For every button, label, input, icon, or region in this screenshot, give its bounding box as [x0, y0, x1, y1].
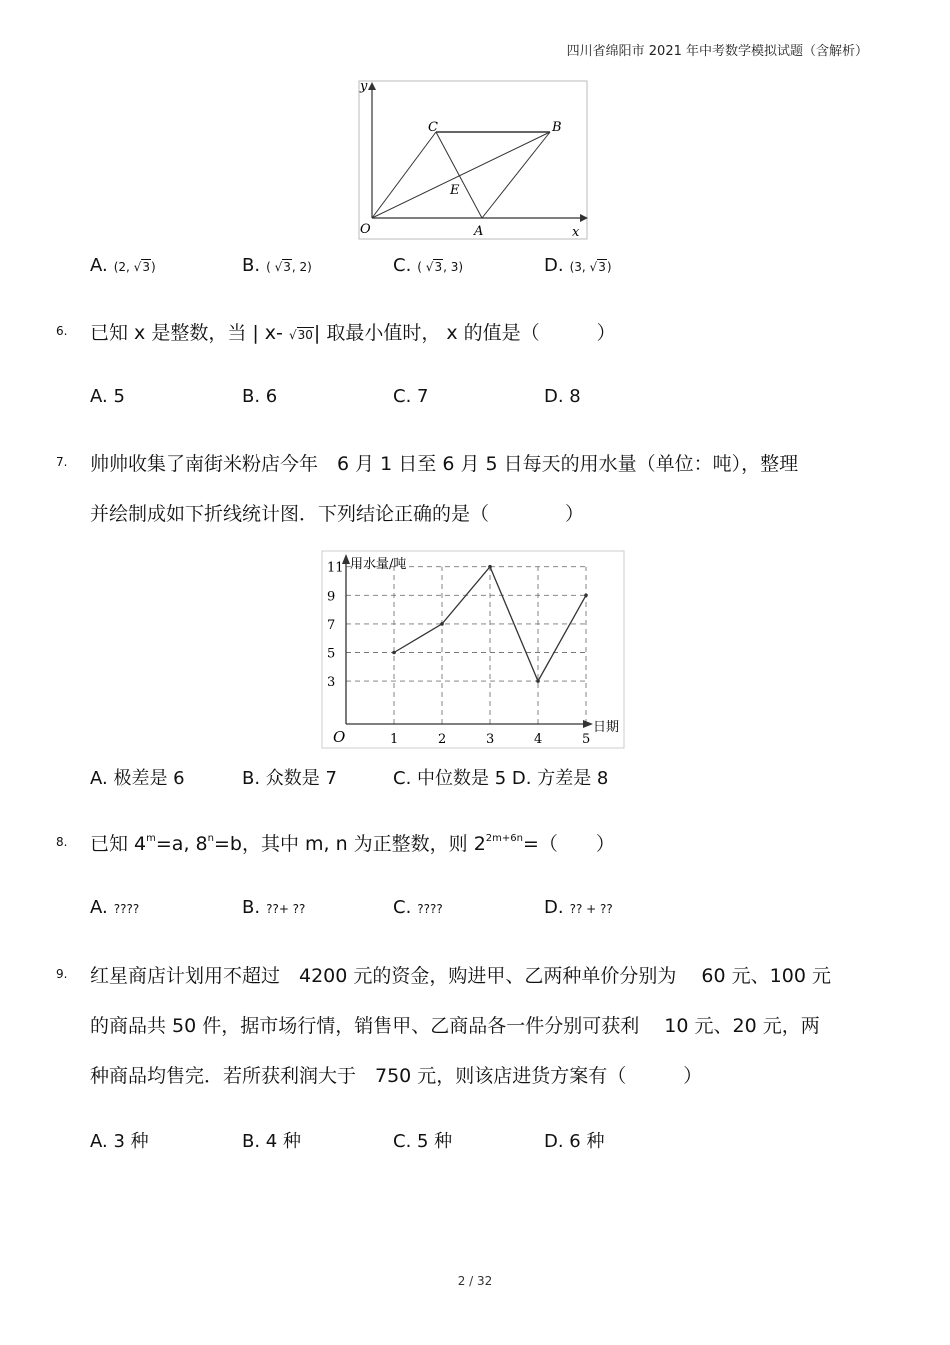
option-root: 3 [142, 260, 150, 274]
q8-option-d [544, 897, 613, 918]
option-text: (2, [113, 260, 134, 274]
chart-origin-label: O [333, 728, 346, 746]
q6-text: 已知 x 是整数，当 | x- √30| 取最小值时， x 的值是（ ） [90, 322, 616, 344]
q7-line-1: 帅帅收集了南街米粉店今年 6 月 1 日至 6 月 5 日每天的用水量（单位：吨），整理 [90, 453, 799, 475]
q8-option-a [90, 897, 139, 918]
q8-text-c: =b，其中 m, n 为正整数，则 2 [213, 833, 486, 855]
q9-number: 9. [56, 967, 68, 981]
q6-option-d: D. 8 [544, 386, 581, 407]
chart-data-point [584, 594, 588, 598]
option-root: 3 [283, 260, 291, 274]
chart-y-axis-title: 用水量/吨 [350, 557, 407, 572]
option-label: D. [544, 255, 564, 276]
chart-data-point [440, 622, 444, 626]
option-value: ???? [113, 902, 140, 916]
chart-data-point [392, 651, 396, 655]
q8-sup-exp: 2m+6n [485, 833, 523, 844]
chart-x-tick-label: 5 [582, 732, 591, 747]
parallelogram-figure [358, 78, 590, 242]
q5-option-c: C. ( √3, 3) [393, 255, 464, 276]
q8-text-a: 已知 4 [90, 833, 147, 855]
q7-line-2: 并绘制成如下折线统计图．下列结论正确的是（ ） [90, 503, 585, 525]
q7-option-a: A. 极差是 6 [90, 768, 185, 789]
q6-option-a: A. 5 [90, 386, 125, 407]
q8-number: 8. [56, 835, 68, 849]
q5-option-a: A. (2, √3) [90, 255, 156, 276]
q7-number: 7. [56, 455, 68, 469]
q6-text-a: 已知 x 是整数，当 | x- [90, 322, 289, 344]
chart-data-point [536, 679, 540, 683]
option-label: A. [90, 897, 108, 918]
page-footer: 2 / 32 [457, 1274, 493, 1288]
chart-x-tick-label: 3 [486, 732, 495, 747]
q6-option-b: B. 6 [242, 386, 278, 407]
option-label: C. [393, 897, 412, 918]
point-e-label: E [450, 183, 460, 198]
q8-sup-n: n [207, 833, 214, 844]
q8-text-b: =a, 8 [155, 833, 208, 855]
q5-option-d: D. (3, √3) [544, 255, 612, 276]
x-axis-label: x [572, 225, 580, 240]
q9-option-c: C. 5 种 [393, 1131, 453, 1152]
q9-line-1: 红星商店计划用不超过 4200 元的资金，购进甲、乙两种单价分别为 60 元、100 元 [90, 965, 831, 987]
option-label: B. [242, 255, 261, 276]
option-value: ?? + ?? [569, 902, 613, 916]
chart-y-tick-label: 3 [327, 675, 336, 691]
option-text: ) [606, 260, 612, 274]
chart-x-tick-label: 2 [438, 732, 447, 747]
q6-option-c: C. 7 [393, 386, 429, 407]
q6-text-b: | 取最小值时， x 的值是（ ） [313, 322, 616, 344]
point-c-label: C [428, 120, 438, 135]
q8-option-b [242, 897, 305, 918]
q8-text [90, 829, 615, 856]
chart-y-tick-label: 5 [327, 646, 336, 662]
option-root: 3 [598, 260, 606, 274]
q8-option-c [393, 897, 443, 918]
option-text: (3, [569, 260, 590, 274]
q9-option-a: A. 3 种 [90, 1131, 149, 1152]
chart-y-tick-label: 9 [327, 589, 336, 605]
q6-number: 6. [56, 324, 68, 338]
point-b-label: B [552, 120, 562, 135]
q9-line-3: 种商品均售完．若所获利润大于 750 元，则该店进货方案有（ ） [90, 1065, 703, 1087]
q6-root: 30 [297, 328, 313, 342]
option-text: , 3) [443, 260, 464, 274]
option-label: B. [242, 897, 261, 918]
option-value: ???? [417, 902, 443, 916]
chart-y-tick-label: 7 [327, 617, 336, 633]
chart-x-tick-label: 4 [534, 732, 543, 747]
chart-y-tick-label: 11 [327, 560, 344, 576]
water-usage-line-chart [321, 550, 626, 750]
chart-x-axis-title: 日期 [593, 720, 620, 735]
option-text: ) [150, 260, 156, 274]
y-axis-label: y [360, 79, 368, 94]
q7-option-c: C. 中位数是 5 D. 方差是 8 [393, 768, 609, 789]
q8-text-d: =（ ） [522, 833, 615, 855]
point-a-label: A [474, 224, 484, 239]
q9-option-b: B. 4 种 [242, 1131, 301, 1152]
option-text: , 2) [291, 260, 312, 274]
option-text: ( [266, 260, 275, 274]
chart-x-tick-label: 1 [390, 732, 399, 747]
q7-option-b: B. 众数是 7 [242, 768, 337, 789]
option-label: A. [90, 255, 108, 276]
chart-data-point [488, 565, 492, 569]
page-header: 四川省绵阳市 2021 年中考数学模拟试题（含解析） [566, 44, 868, 59]
option-root: 3 [434, 260, 443, 274]
q8-sup-m: m [146, 833, 156, 844]
q9-option-d: D. 6 种 [544, 1131, 605, 1152]
option-value: ??+ ?? [266, 902, 306, 916]
option-text: ( [417, 260, 426, 274]
option-label: D. [544, 897, 564, 918]
q5-option-b: B. ( √3, 2) [242, 255, 312, 276]
point-o-label: O [360, 222, 371, 237]
option-label: C. [393, 255, 412, 276]
q9-line-2: 的商品共 50 件，据市场行情，销售甲、乙商品各一件分别可获利 10 元、20 元，两 [90, 1015, 820, 1037]
